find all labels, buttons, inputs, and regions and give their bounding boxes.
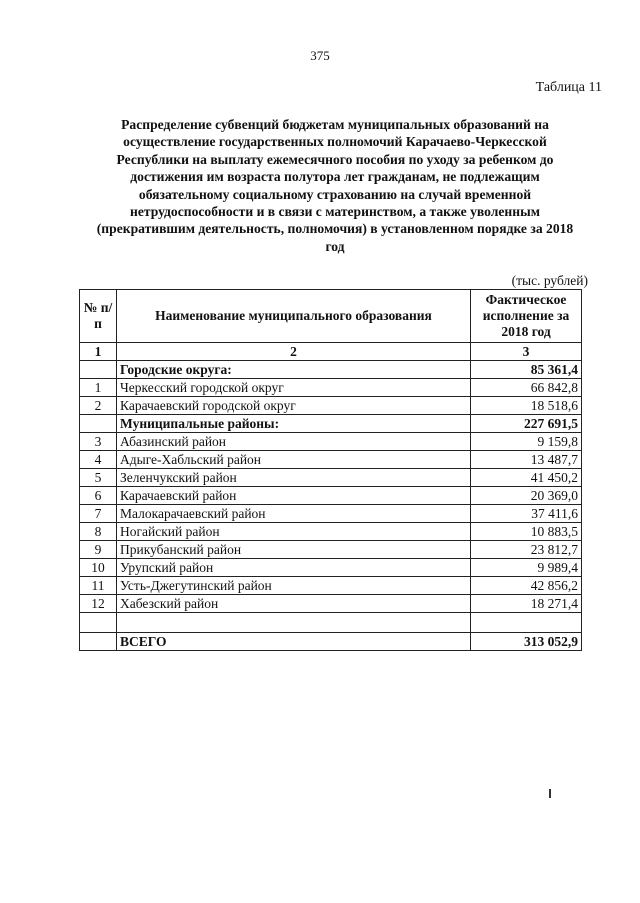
group-total: 85 361,4 xyxy=(471,361,582,379)
blank-cell xyxy=(471,613,582,633)
row-num: 10 xyxy=(80,559,117,577)
pen-mark xyxy=(549,789,551,798)
row-name: Прикубанский район xyxy=(117,541,471,559)
group-num-cell xyxy=(80,415,117,433)
blank-cell xyxy=(117,613,471,633)
index-cell: 3 xyxy=(471,343,582,361)
row-value: 9 989,4 xyxy=(471,559,582,577)
row-value: 41 450,2 xyxy=(471,469,582,487)
row-num: 3 xyxy=(80,433,117,451)
row-value: 18 271,4 xyxy=(471,595,582,613)
row-value: 13 487,7 xyxy=(471,451,582,469)
budget-table xyxy=(79,289,582,651)
table-row xyxy=(80,397,582,415)
table-row xyxy=(80,595,582,613)
row-name: Адыге-Хабльский район xyxy=(117,451,471,469)
row-name: Карачаевский район xyxy=(117,487,471,505)
row-num: 8 xyxy=(80,523,117,541)
table-row xyxy=(80,559,582,577)
row-num: 9 xyxy=(80,541,117,559)
blank-cell xyxy=(80,613,117,633)
group-row-city-districts xyxy=(80,361,582,379)
table-row xyxy=(80,577,582,595)
document-title: Распределение субвенций бюджетам муниципальных образований на осуществление государственных полномочий Карачаево-Черкесской Республики на выплату ежемесячного пособия по уходу за ребенком до достижения им возраста полутора лет гражданам, не подлежащим обязательному социальному страхованию на случай временной нетрудоспособности и в связи с материнством, а также уволенным (прекратившим деятельность, полномочия) в установленном порядке за 2018 год xyxy=(96,117,574,254)
row-name: Малокарачаевский район xyxy=(117,505,471,523)
index-row xyxy=(80,343,582,361)
index-cell: 1 xyxy=(80,343,117,361)
table-row xyxy=(80,379,582,397)
row-num: 5 xyxy=(80,469,117,487)
row-num: 11 xyxy=(80,577,117,595)
row-name: Ногайский район xyxy=(117,523,471,541)
total-num-cell xyxy=(80,633,117,651)
header-name: Наименование муниципального образования xyxy=(117,290,471,343)
row-name: Черкесский городской округ xyxy=(117,379,471,397)
table-row xyxy=(80,451,582,469)
group-label: Городские округа: xyxy=(117,361,471,379)
row-num: 7 xyxy=(80,505,117,523)
row-num: 4 xyxy=(80,451,117,469)
row-name: Усть-Джегутинский район xyxy=(117,577,471,595)
group-label: Муниципальные районы: xyxy=(117,415,471,433)
row-name: Зеленчукский район xyxy=(117,469,471,487)
row-name: Хабезский район xyxy=(117,595,471,613)
row-value: 20 369,0 xyxy=(471,487,582,505)
total-row xyxy=(80,633,582,651)
row-value: 42 856,2 xyxy=(471,577,582,595)
table-row xyxy=(80,541,582,559)
blank-row xyxy=(80,613,582,633)
table-row xyxy=(80,469,582,487)
row-name: Урупский район xyxy=(117,559,471,577)
table-row xyxy=(80,505,582,523)
group-row-municipal-districts xyxy=(80,415,582,433)
row-num: 12 xyxy=(80,595,117,613)
row-num: 2 xyxy=(80,397,117,415)
total-value: 313 052,9 xyxy=(471,633,582,651)
row-name: Абазинский район xyxy=(117,433,471,451)
row-value: 37 411,6 xyxy=(471,505,582,523)
header-row xyxy=(80,290,582,343)
index-cell: 2 xyxy=(117,343,471,361)
header-value: Фактическое исполнение за 2018 год xyxy=(471,290,582,343)
row-num: 6 xyxy=(80,487,117,505)
row-value: 18 518,6 xyxy=(471,397,582,415)
page-number: 375 xyxy=(310,48,330,63)
row-num: 1 xyxy=(80,379,117,397)
row-value: 23 812,7 xyxy=(471,541,582,559)
row-value: 66 842,8 xyxy=(471,379,582,397)
total-label: ВСЕГО xyxy=(117,633,471,651)
row-value: 9 159,8 xyxy=(471,433,582,451)
group-total: 227 691,5 xyxy=(471,415,582,433)
group-num-cell xyxy=(80,361,117,379)
header-num: № п/п xyxy=(80,290,117,343)
units-label: (тыс. рублей) xyxy=(511,273,588,288)
row-value: 10 883,5 xyxy=(471,523,582,541)
table-label: Таблица 11 xyxy=(535,80,602,95)
table-row xyxy=(80,433,582,451)
table-row xyxy=(80,523,582,541)
table-row xyxy=(80,487,582,505)
row-name: Карачаевский городской округ xyxy=(117,397,471,415)
